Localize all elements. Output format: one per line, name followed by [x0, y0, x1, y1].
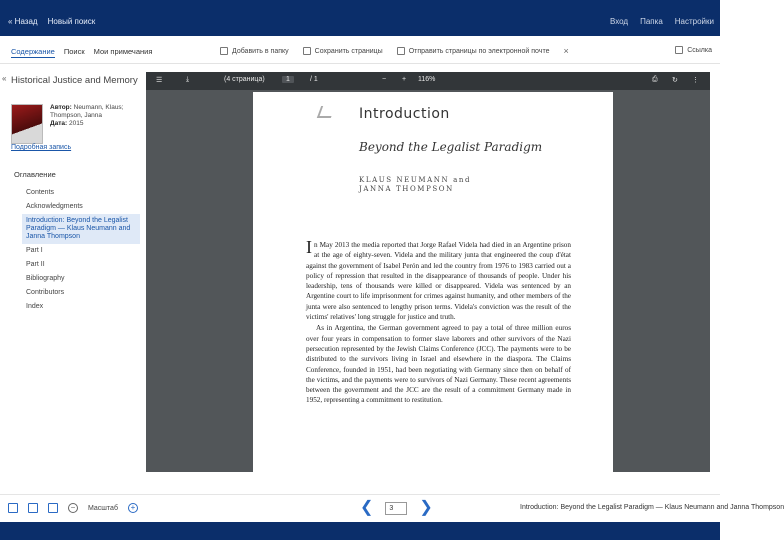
publisher-logo-icon — [317, 106, 335, 118]
tab-my-notes[interactable]: Мои примечания — [93, 47, 153, 56]
zoom-out-button[interactable]: − — [68, 503, 78, 513]
tab-contents[interactable]: Содержание — [11, 47, 55, 56]
authors-label: Автор: — [50, 104, 72, 111]
toc-heading[interactable]: Оглавление — [14, 170, 56, 179]
pdf-toolbar — [146, 72, 710, 90]
fullscreen-icon[interactable] — [8, 503, 18, 513]
collapse-sidebar-icon[interactable]: « — [2, 74, 7, 83]
back-link[interactable]: « Назад — [8, 17, 38, 26]
toc-list — [22, 186, 140, 314]
chapter-body — [306, 237, 571, 406]
next-page-icon[interactable]: ❯ — [419, 499, 433, 516]
save-icon — [303, 47, 311, 55]
download-icon[interactable]: ⤓ — [186, 76, 190, 83]
zoom-in-icon[interactable]: + — [402, 76, 407, 83]
cite-label: Ссылка — [687, 46, 712, 54]
sign-in-link[interactable]: Вход — [610, 17, 629, 26]
pdf-page — [253, 92, 613, 472]
save-pages-label: Сохранить страницы — [314, 47, 383, 55]
previous-page-icon[interactable]: ❮ — [360, 499, 374, 516]
top-navigation-bar — [0, 0, 720, 36]
tab-search[interactable]: Поиск — [63, 47, 85, 56]
book-metadata — [50, 104, 142, 128]
authors-value: Neumann, Klaus; Thompson, Janna — [50, 104, 124, 119]
toc-item-index[interactable]: Index — [26, 303, 44, 310]
more-options-icon[interactable]: ⋮ — [692, 77, 699, 84]
reader-bottom-bar — [0, 494, 784, 522]
email-icon — [397, 47, 405, 55]
toc-item-part-2[interactable]: Part II — [26, 261, 45, 268]
toc-item-contents[interactable]: Contents — [26, 189, 55, 196]
fit-page-icon[interactable] — [28, 503, 38, 513]
date-label: Дата: — [50, 120, 68, 127]
email-pages-button[interactable] — [397, 47, 550, 55]
document-menubar — [0, 36, 720, 64]
print-icon[interactable]: ⎙ — [652, 76, 658, 83]
page-label: (4 страница) — [224, 76, 265, 83]
folder-link[interactable]: Папка — [640, 17, 663, 26]
details-link[interactable]: Подробная запись — [11, 144, 72, 151]
bottom-frame-bar — [0, 522, 720, 540]
zoom-out-icon[interactable]: − — [382, 76, 387, 83]
book-cover-thumbnail — [11, 104, 43, 144]
chapter-heading: Introduction — [359, 106, 450, 122]
fit-width-icon[interactable] — [48, 503, 58, 513]
pdf-viewer — [146, 72, 710, 472]
page-number-field[interactable]: 3 — [385, 502, 407, 515]
toc-item-bibliography[interactable]: Bibliography — [26, 275, 65, 282]
page-number-input[interactable]: 1 — [282, 76, 294, 83]
rotate-icon[interactable]: ↻ — [672, 77, 678, 84]
email-pages-label: Отправить страницы по электронной почте — [408, 47, 550, 55]
body-paragraph-1: In May 2013 the media reported that Jorge Rafael Videla had died in an Argentine prison at the age of eighty-seven. Videla and the military junta that engineered the coup d'état against the government of Isabel Perón and led the country from 1976 to 1983 carried out a policy of repression that resulted in the disappearance of thousands of people. Under his leadership, tens of thousands were killed or disappeared. Videla was sentenced by an Argentine court to life imprisonment for crimes against humanity, and other members of the junta were also sentenced to lengthy prison terms. Videla's conviction was the result of the victims' relatives' long struggle for justice and truth. — [306, 237, 571, 322]
date-value: 2015 — [69, 120, 84, 127]
scale-label: Масштаб — [88, 504, 118, 512]
zoom-in-button[interactable]: + — [128, 503, 138, 513]
body-paragraph-2: As in Argentina, the German government agreed to pay a total of three million euros over four years in compensation to former slave laborers and other survivors of the Nazi persecution represented by the Jewish Claims Conference (JCC). The payments were to be distributed to the survivors living in Israel and elsewhere in the diaspora. The Claims Conference, founded in 1951, had been negotiating with Germany since then on behalf of the victims, and the payments were to survivors of Nazi Germany. These recent agreements between the government and the JCC are the result of a commitment Germany made in 1952, representing a commitment to restitution. — [306, 324, 571, 405]
close-icon[interactable]: × — [563, 46, 569, 56]
settings-link[interactable]: Настройки — [674, 17, 714, 26]
folder-icon — [220, 47, 228, 55]
author-line-1: KLAUS NEUMANN and — [359, 176, 472, 184]
author-line-2: JANNA THOMPSON — [359, 185, 454, 193]
zoom-level[interactable]: 116% — [418, 76, 436, 83]
add-to-folder-button[interactable] — [220, 47, 289, 55]
page-total: / 1 — [310, 76, 318, 83]
current-location-text: Introduction: Beyond the Legalist Paradigm — Klaus Neumann and Janna Thompson — [520, 504, 784, 511]
book-title: Historical Justice and Memory — [11, 75, 138, 86]
add-to-folder-label: Добавить в папку — [232, 47, 289, 55]
contents-sidebar — [0, 64, 145, 494]
new-search-link[interactable]: Новый поиск — [47, 17, 96, 26]
cite-button[interactable] — [675, 46, 712, 54]
toc-item-introduction[interactable]: Introduction: Beyond the Legalist Paradigm — Klaus Neumann and Janna Thompson — [22, 214, 140, 244]
save-pages-button[interactable] — [303, 47, 383, 55]
menu-icon[interactable]: ☰ — [156, 77, 163, 84]
chapter-authors — [359, 176, 471, 194]
toc-item-part-1[interactable]: Part I — [26, 247, 43, 254]
toc-item-acknowledgments[interactable]: Acknowledgments — [26, 203, 83, 210]
toc-item-contributors[interactable]: Contributors — [26, 289, 65, 296]
cite-icon — [675, 46, 683, 54]
chapter-subheading: Beyond the Legalist Paradigm — [359, 140, 543, 154]
